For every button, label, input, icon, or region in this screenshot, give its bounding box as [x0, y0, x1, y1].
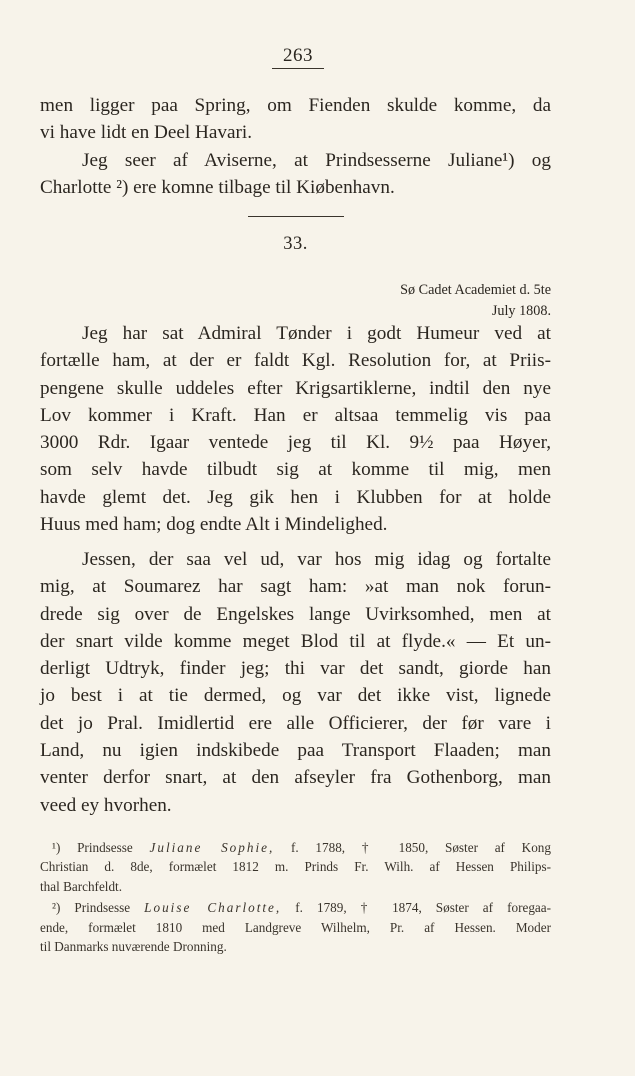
- text-line: der snart vilde komme meget Blod til at flyde.« — Et un-: [40, 630, 551, 652]
- footnote-marker: ²): [52, 900, 61, 916]
- text-line: som selv havde tilbudt sig at komme til mig, men: [40, 459, 551, 481]
- footnote-name: Louise Charlotte,: [144, 900, 282, 916]
- letter-paragraph-1: [40, 320, 551, 538]
- paragraph-top-2: [40, 147, 551, 202]
- text-line: vi have lidt en Deel Havari.: [40, 122, 253, 144]
- text-line: mig, at Soumarez har sagt ham: »at man nok forun-: [40, 576, 551, 598]
- text-line: drede sig over de Engelskes lange Uvirksomhed, men at: [40, 603, 551, 625]
- page-number: 263: [272, 45, 324, 69]
- letter-paragraph-2: [40, 546, 551, 819]
- dateline-date: July 1808.: [491, 303, 551, 319]
- footnote-name: Juliane Sophie,: [149, 840, 275, 855]
- text-line: Huus med ham; dog endte Alt i Mindelighed.: [40, 514, 388, 536]
- text-line: venter derfor snart, at den afseyler fra Gothenborg, man: [40, 767, 551, 789]
- text-line: fortælle ham, at der er faldt Kgl. Resolution for, at Priis-: [40, 350, 551, 372]
- text-line: havde glemt det. Jeg gik hen i Klubben for at holde: [40, 486, 551, 508]
- footnote-text: f. 1788, † 1850, Søster af Kong: [291, 840, 551, 855]
- text-line: Charlotte ²) ere komne tilbage til Kiøbenhavn.: [40, 177, 395, 199]
- section-divider: [248, 216, 344, 217]
- text-line: Jeg har sat Admiral Tønder i godt Humeur ved at: [82, 323, 551, 344]
- text-line: derligt Udtryk, finder jeg; thi var det sandt, giorde han: [40, 658, 551, 680]
- footnote-line: thal Barchfeldt.: [40, 878, 123, 894]
- footnote-line: [40, 838, 551, 857]
- text-line: pengene skulle uddeles efter Krigsartiklerne, indtil den nye: [40, 377, 551, 399]
- text-line: veed ey hvorhen.: [40, 794, 172, 816]
- dateline-place: Sø Cadet Academiet d. 5te: [400, 282, 551, 298]
- footnote-lead: Prindsesse: [74, 900, 131, 916]
- footnote-lead: Prindsesse: [77, 840, 133, 855]
- footnote-1: [40, 838, 551, 896]
- footnote-line: Christian d. 8de, formælet 1812 m. Prinds Fr. Wilh. af Hessen Philips-: [40, 859, 551, 875]
- text-line: 3000 Rdr. Igaar ventede jeg til Kl. 9½ paa Høyer,: [40, 432, 551, 454]
- text-line: Jessen, der saa vel ud, var hos mig idag og fortalte: [82, 549, 551, 570]
- text-line: det jo Pral. Imidlertid ere alle Officierer, der før vare i: [40, 712, 551, 734]
- footnote-marker: ¹): [52, 840, 61, 855]
- footnote-line: til Danmarks nuværende Dronning.: [40, 939, 227, 955]
- footnote-text: f. 1789, † 1874, Søster af foregaa-: [295, 900, 552, 916]
- letter-number: 33.: [283, 234, 308, 254]
- dateline: [251, 280, 551, 322]
- footnote-2: [40, 898, 551, 956]
- text-line: Jeg seer af Aviserne, at Prindsesserne Juliane¹) og: [82, 150, 551, 171]
- text-line: Land, nu igien indskibede paa Transport Flaaden; man: [40, 740, 551, 762]
- footnote-line: [40, 898, 551, 917]
- text-line: jo best i at tie dermed, og var det ikke vist, lignede: [40, 685, 551, 707]
- text-line: men ligger paa Spring, om Fienden skulde komme, da: [40, 95, 551, 116]
- text-line: Lov kommer i Kraft. Han er altsaa temmelig vis paa: [40, 404, 551, 426]
- paragraph-top-1: [40, 92, 551, 147]
- footnotes: [40, 838, 551, 956]
- footnote-line: ende, formælet 1810 med Landgreve Wilhelm, Pr. af Hessen. Moder: [40, 919, 551, 935]
